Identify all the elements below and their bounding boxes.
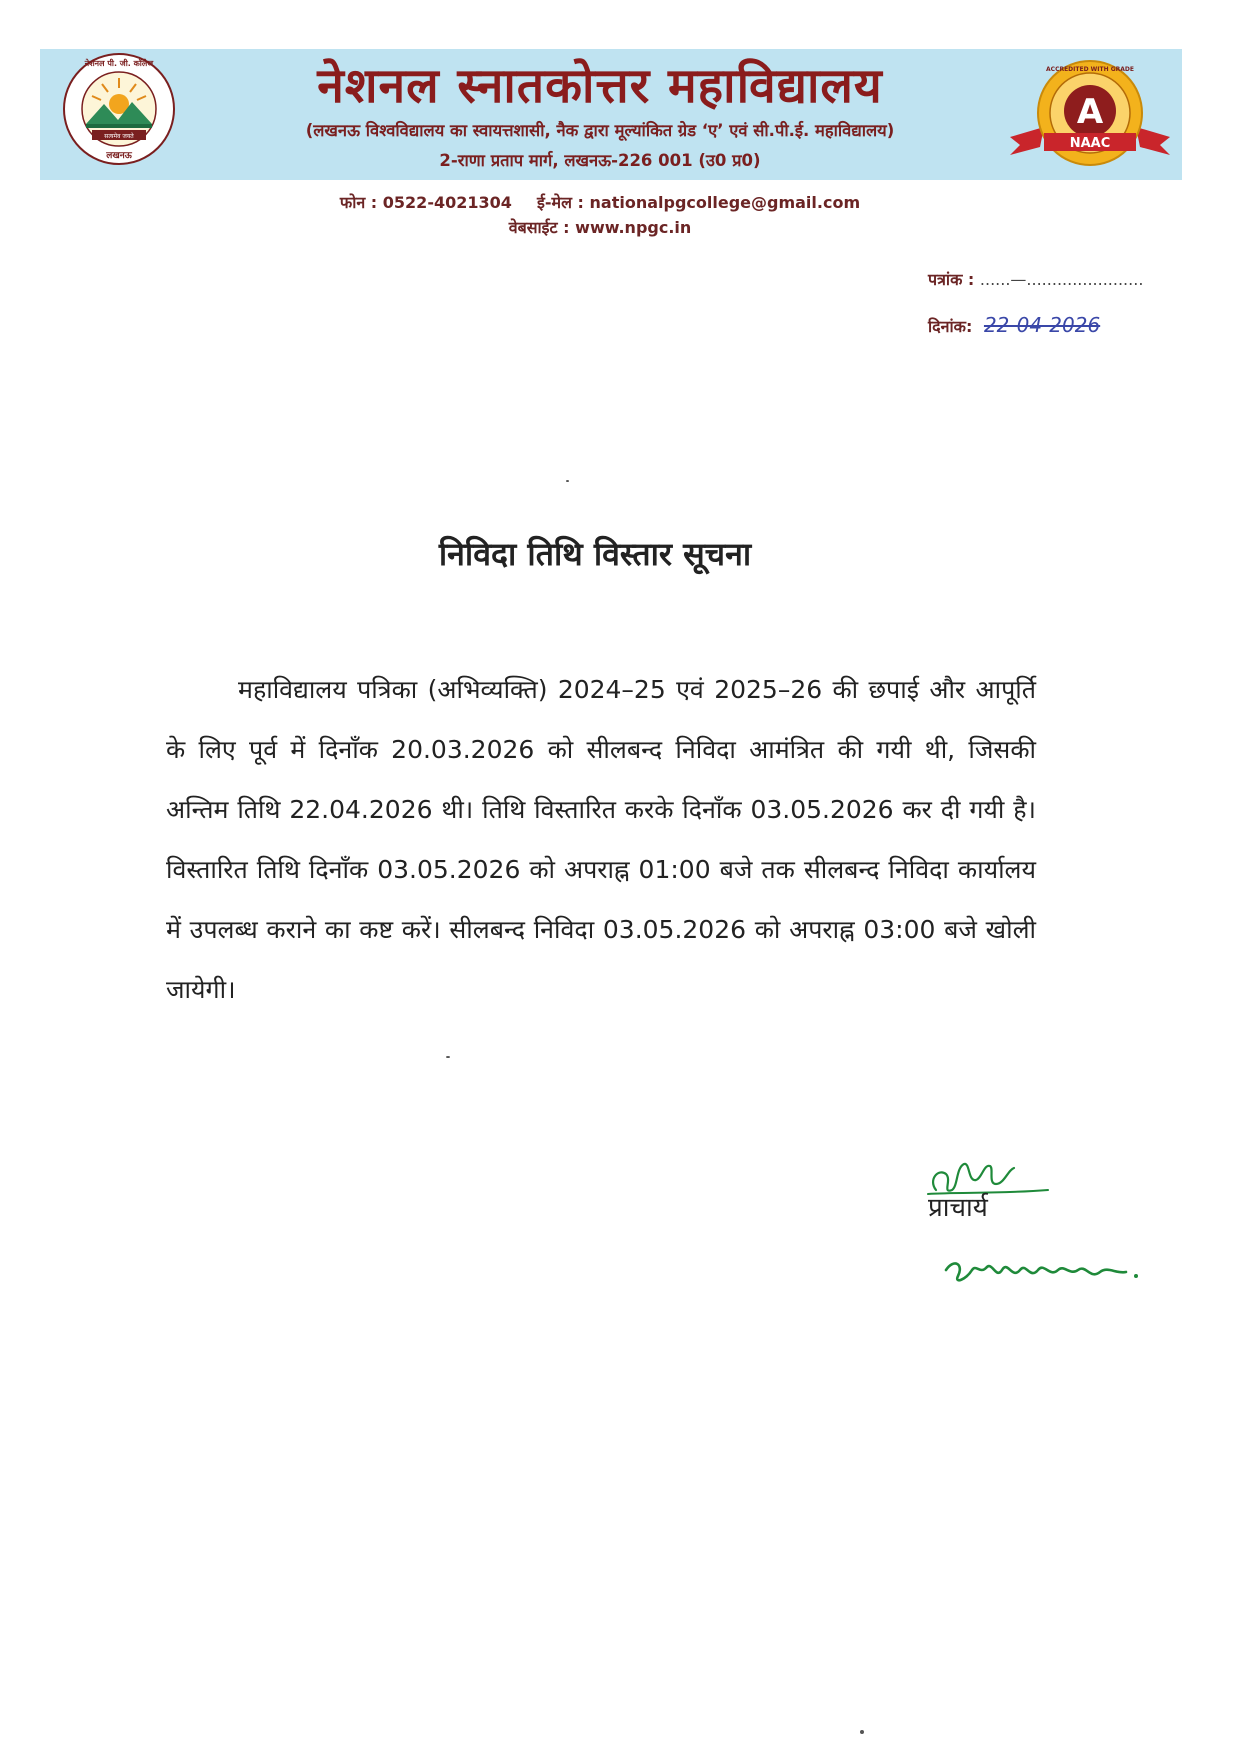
date-value: 22-04-2026 (983, 313, 1101, 337)
notice-body (166, 660, 1036, 1020)
website-label: वेबसाईट : (508, 218, 570, 237)
phone-label: फोन : (339, 193, 378, 212)
reference-line (928, 268, 1143, 290)
reference-label: पत्रांक : (928, 270, 975, 289)
naac-badge-icon (1010, 55, 1170, 175)
notice-title: निविदा तिथि विस्तार सूचना (438, 535, 752, 573)
date-label: दिनांक: (928, 317, 973, 336)
phone-number: 0522-4021304 (382, 193, 512, 212)
scan-speck (860, 1730, 864, 1734)
notice-paragraph: महाविद्यालय पत्रिका (अभिव्यक्ति) 2024–25 एवं 2025–26 की छपाई और आपूर्ति के लिए पूर्व में दिनाँक 20.03.2026 को सीलबन्द निविदा आमंत्रित की गयी थी, जिसकी अन्तिम तिथि 22.04.2026 थी। तिथि विस्तारित करके दिनाँक 03.05.2026 कर दी गयी है। विस्तारित तिथि दिनाँक 03.05.2026 को अपराह्न 01:00 बजे तक सीलबन्द निविदा कार्यालय में उपलब्ध कराने का कष्ट करें। सीलबन्द निविदा 03.05.2026 को अपराह्न 03:00 बजे खोली जायेगी। (166, 675, 1036, 1004)
email-address: nationalpgcollege@gmail.com (589, 193, 861, 212)
logo-bottom-text: लखनऊ (106, 151, 132, 161)
logo-top-text: नेशनल पी. जी. कॉलेज (84, 59, 154, 68)
logo-motto: सत्यमेव जयते (104, 133, 134, 140)
scan-speck (566, 480, 569, 482)
naac-ring-text: ACCREDITED WITH GRADE (1046, 66, 1134, 73)
date-line (928, 313, 1100, 337)
naac-grade: A (1076, 92, 1104, 132)
email-label: ई-मेल : (537, 193, 584, 212)
college-logo-icon (62, 52, 176, 166)
college-subtitle: (लखनऊ विश्वविद्यालय का स्वायत्तशासी, नैक द्वारा मूल्यांकित ग्रेड ‘ए’ एवं सी.पी.ई. महाविद्यालय) (305, 121, 895, 140)
contact-line-phone-email (190, 192, 1010, 214)
college-name: नेशनल स्नातकोत्तर महाविद्यालय (317, 58, 883, 114)
signature-designation: प्राचार्य (928, 1193, 988, 1223)
scan-speck (446, 1056, 450, 1058)
handwritten-signature-icon (940, 1240, 1160, 1310)
reference-value: ......—....................... (979, 270, 1144, 289)
college-address: 2-राणा प्रताप मार्ग, लखनऊ-226 001 (उ0 प्र0) (439, 151, 761, 170)
website-url: www.npgc.in (575, 218, 692, 237)
naac-label: NAAC (1069, 136, 1111, 151)
contact-line-website (190, 217, 1010, 239)
